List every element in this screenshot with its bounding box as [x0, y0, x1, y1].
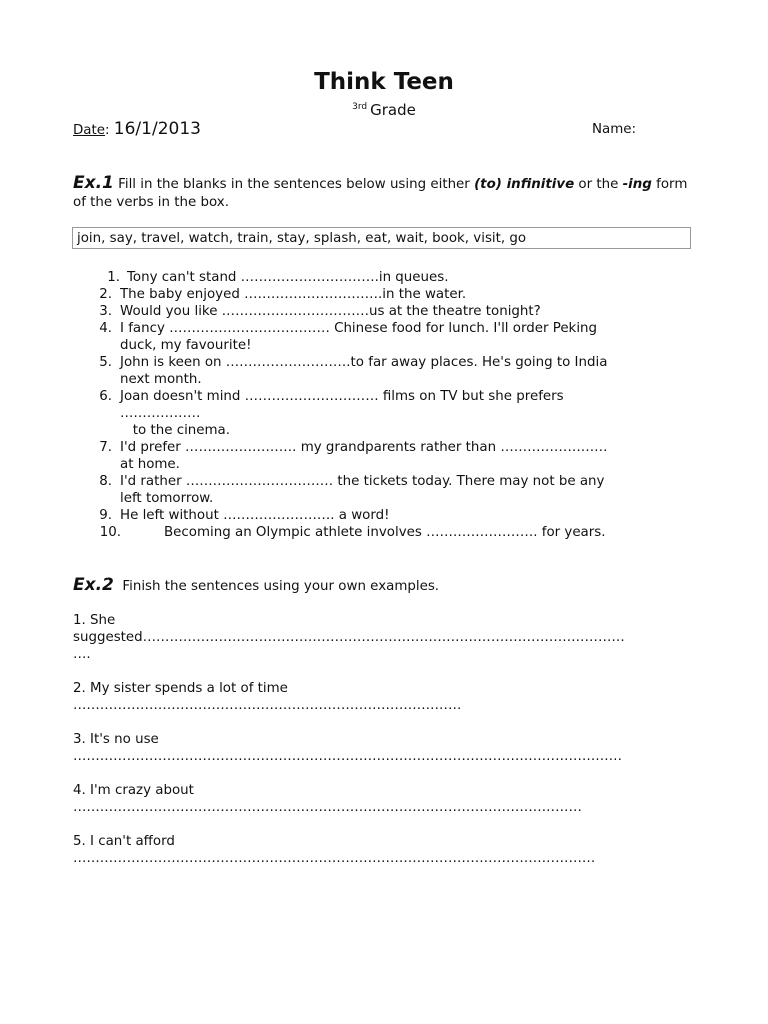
item-text: The baby enjoyed ………………………….in the water. — [120, 287, 467, 302]
ex2-item-1-answer-line-2: …. — [73, 647, 91, 662]
item-text: Would you like ……………………………us at the theatre tonight? — [120, 304, 541, 319]
ex2-item-5-prompt: 5. I can't afford — [73, 834, 175, 849]
ex1-instr-text: Fill in the blanks in the sentences below using either — [113, 177, 475, 192]
ex2-item-1-answer-line: suggested……………………………………………………………………………………………… — [73, 630, 625, 645]
item-number: 7. — [99, 440, 112, 455]
item-text: duck, my favourite! — [120, 338, 252, 353]
item-number: 3. — [99, 304, 112, 319]
date-row — [73, 117, 201, 143]
word-box: join, say, travel, watch, train, stay, splash, eat, wait, book, visit, go — [72, 227, 691, 249]
item-text: next month. — [120, 372, 202, 387]
item-text: left tomorrow. — [120, 491, 214, 506]
item-number: 1. — [107, 270, 120, 285]
item-number: 10. — [99, 525, 121, 540]
ex2-item-5-answer-line: ……………………………………………………………………………………………………… — [73, 851, 596, 866]
date-value: 16/1/2013 — [113, 119, 201, 139]
ex2-instr-text: Finish the sentences using your own examples. — [113, 579, 440, 594]
item-number: 5. — [99, 355, 112, 370]
ex1-instr-text-3: form of the verbs in the box. — [73, 177, 688, 210]
ex2-item-4-answer-line: …………………………………………………………………………………………………… — [73, 800, 582, 815]
item-text: ……………… — [120, 406, 201, 421]
item-number: 2. — [99, 287, 112, 302]
item-number: 6. — [99, 389, 112, 404]
ex2-instructions — [73, 576, 703, 596]
item-text: He left without ……………………. a word! — [120, 508, 390, 523]
item-number: 4. — [99, 321, 112, 336]
ex2-item-3-answer-line: …………………………………………………………………………………………………………… — [73, 749, 623, 764]
name-label: Name: — [592, 122, 637, 137]
item-number: 8. — [99, 474, 112, 489]
item-text: I'd prefer ……………………. my grandparents rather than …………………… — [120, 440, 608, 455]
item-text: Becoming an Olympic athlete involves ……………………. for years. — [164, 525, 606, 540]
item-text: Tony can't stand ………………………….in queues. — [127, 270, 449, 285]
ex2-item-2-answer-line: …………………………………………………………………………… — [73, 698, 462, 713]
date-separator: : — [105, 123, 114, 138]
item-text: I fancy ……………………………… Chinese food for lunch. I'll order Peking — [120, 321, 598, 336]
item-text: I'd rather …………………………… the tickets today. There may not be any — [120, 474, 605, 489]
item-number: 9. — [99, 508, 112, 523]
ex1-instr-infinitive: (to) infinitive — [474, 177, 575, 192]
page-title: Think Teen — [314, 69, 454, 95]
ex2-label: Ex.2 — [73, 575, 114, 595]
grade-label: Grade — [370, 101, 416, 119]
date-label: Date — [73, 123, 106, 138]
grade-superscript: 3rd — [352, 102, 368, 112]
ex2-item-1-prompt: 1. She — [73, 613, 116, 628]
ex2-item-4-prompt: 4. I'm crazy about — [73, 783, 194, 798]
item-text: to the cinema. — [120, 423, 231, 438]
item-text: at home. — [120, 457, 180, 472]
ex1-label: Ex.1 — [73, 173, 114, 193]
ex2-item-3-prompt: 3. It's no use — [73, 732, 159, 747]
ex2-item-2-prompt: 2. My sister spends a lot of time — [73, 681, 288, 696]
item-text: Joan doesn't mind ………………………… films on TV but she prefers — [120, 389, 564, 404]
ex1-instr-ing: -ing — [622, 177, 652, 192]
item-text: John is keen on ……………………….to far away places. He's going to India — [120, 355, 608, 370]
ex1-instr-text-2: or the — [574, 177, 623, 192]
ex1-instructions — [73, 174, 703, 212]
